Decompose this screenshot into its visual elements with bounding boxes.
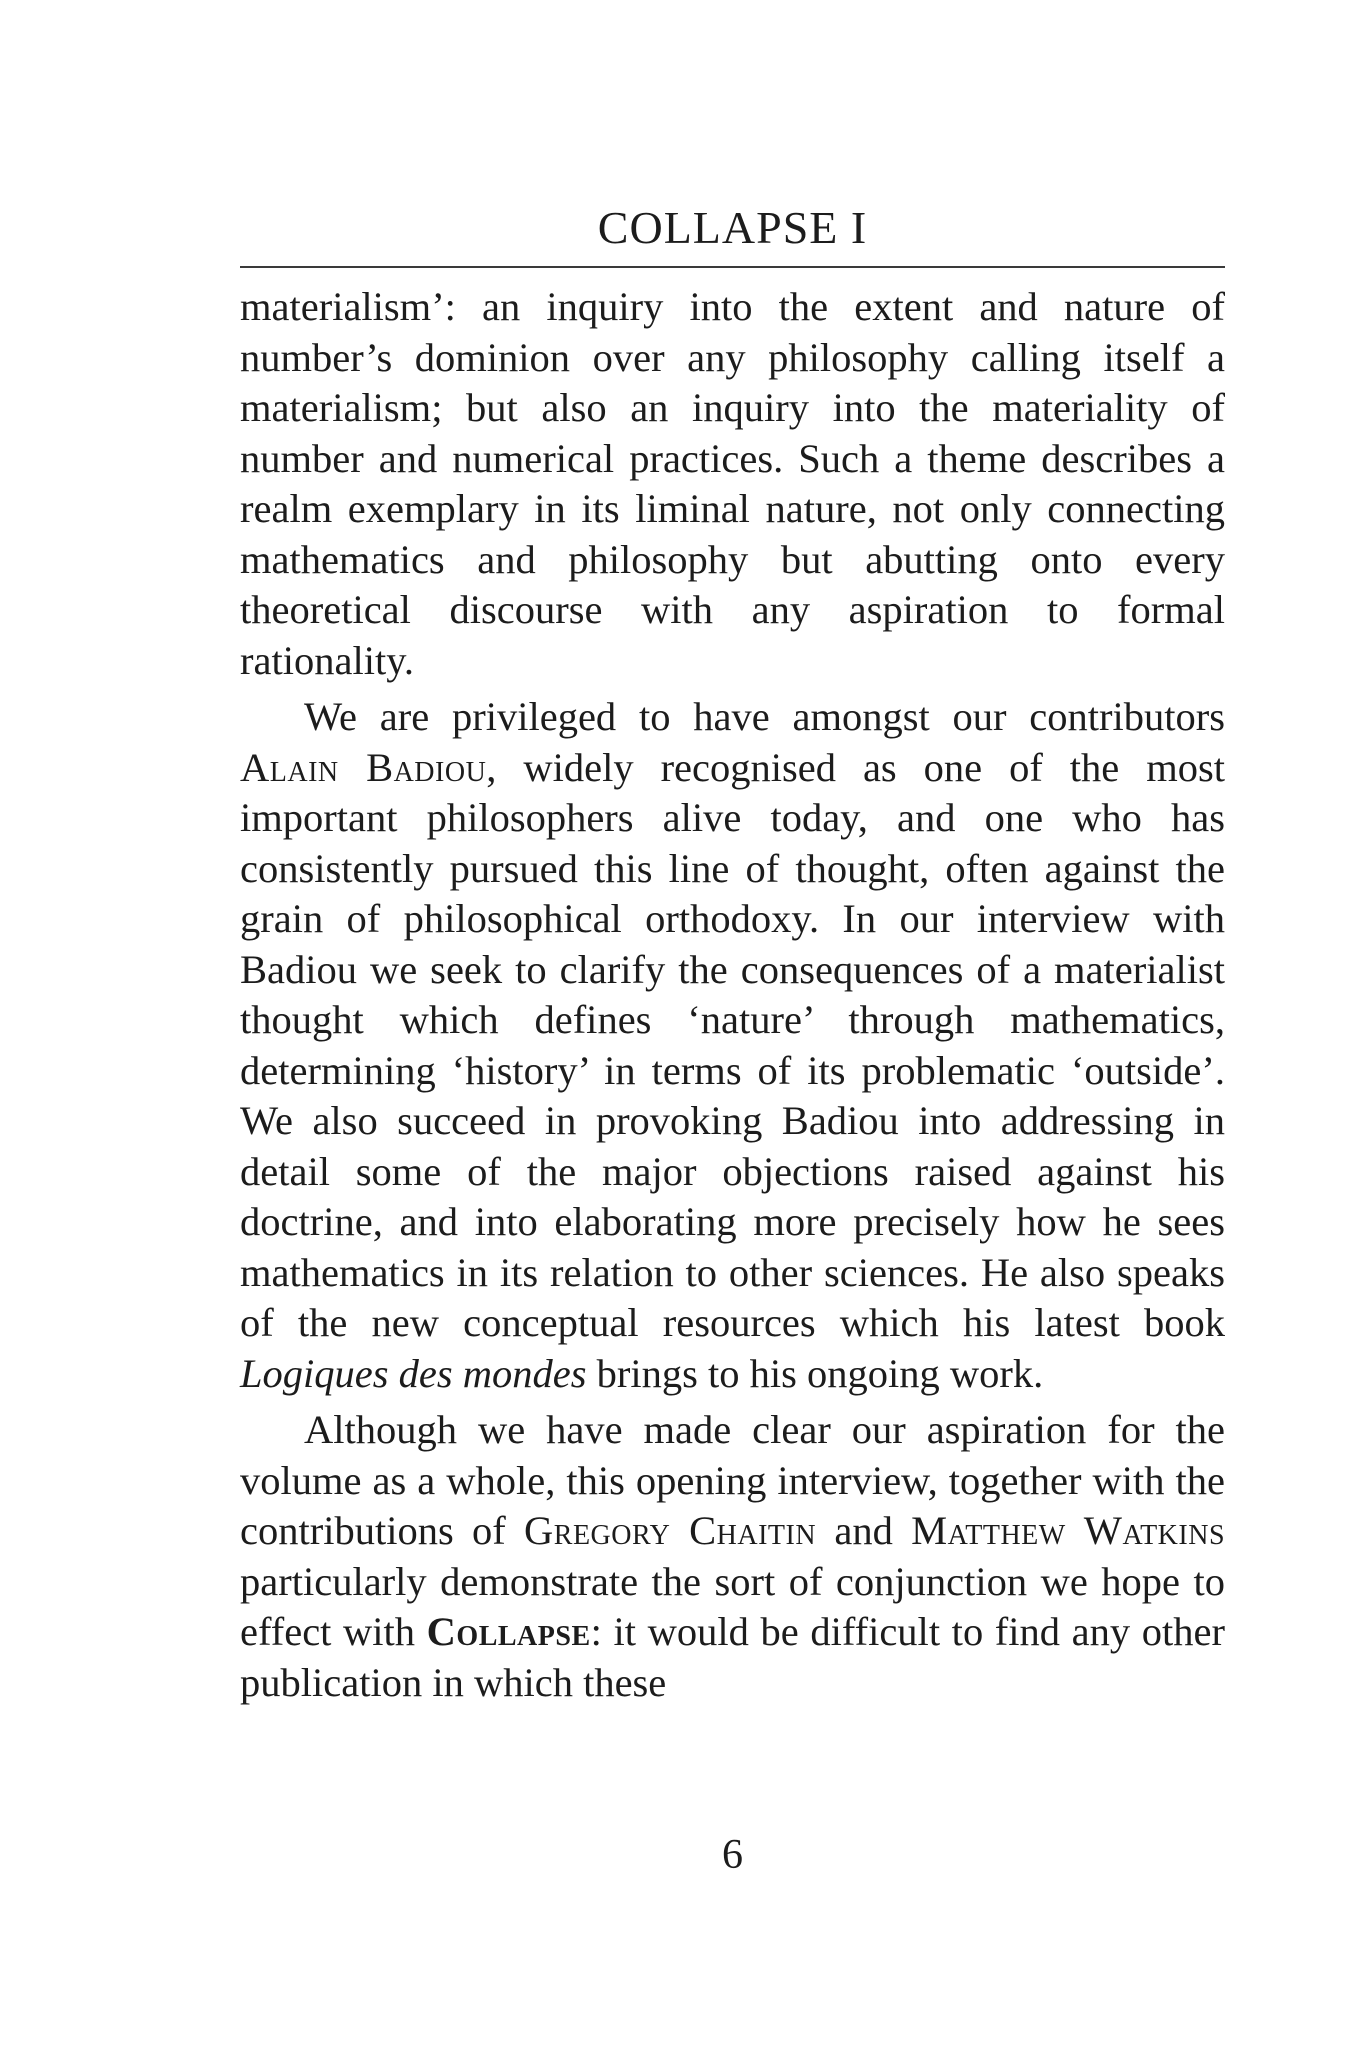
paragraph-3 xyxy=(240,1405,1225,1708)
author-name-badiou: Alain Badiou xyxy=(240,744,487,790)
paragraph-3-and: and xyxy=(834,1508,893,1553)
paragraph-2-lead: We are privileged to have amongst our contributors xyxy=(304,694,1225,739)
paragraph-1-text: materialism’: an inquiry into the extent and nature of number’s dominion over any philosophy calling itself a materialism; but also an inquiry into the materiality of number and numerical practices. Such a theme describes a realm exemplary in its liminal nature, not only connecting mathematics and philosophy but abutting onto every theoretical discourse with any aspiration to formal rationality. xyxy=(240,284,1225,683)
paragraph-2-text-b: brings to his ongoing work. xyxy=(596,1350,1044,1396)
body-text xyxy=(240,282,1225,1708)
paragraph-2 xyxy=(240,692,1225,1399)
paragraph-3-text-b: : it would be difficult to find any other publication in which these xyxy=(240,1609,1225,1705)
paragraph-3-lead: Although we have made clear our aspiration for the volume as a whole, this opening interview, together with the contributions of xyxy=(240,1407,1225,1553)
book-title: Logiques des mondes xyxy=(240,1350,587,1396)
paragraph-3-text-a: particularly demonstrate the sort of conjunction we hope to effect with xyxy=(240,1558,1225,1654)
running-head: COLLAPSE I xyxy=(597,202,868,253)
paragraph-1 xyxy=(240,282,1225,686)
page-number: 6 xyxy=(722,1832,743,1878)
author-name-chaitin: Gregory Chaitin xyxy=(524,1508,817,1553)
journal-name: Collapse xyxy=(426,1609,591,1654)
paragraph-2-text-a: , widely recognised as one of the most important philosophers alive today, and one who has consistently pursued this line of thought, often against the grain of philosophical orthodoxy. In our interview with Badiou we seek to clarify the consequences of a materialist thought which defines ‘nature’ through mathematics, determining ‘history’ in terms of its problematic ‘outside’. We also succeed in provoking Badiou into addressing in detail some of the major objections raised against his doctrine, and into elaborating more precisely how he sees mathematics in its relation to other sciences. He also speaks of the new conceptual resources which his latest book xyxy=(240,744,1225,1345)
author-name-watkins: Matthew Watkins xyxy=(911,1508,1226,1553)
header-rule xyxy=(240,266,1225,268)
